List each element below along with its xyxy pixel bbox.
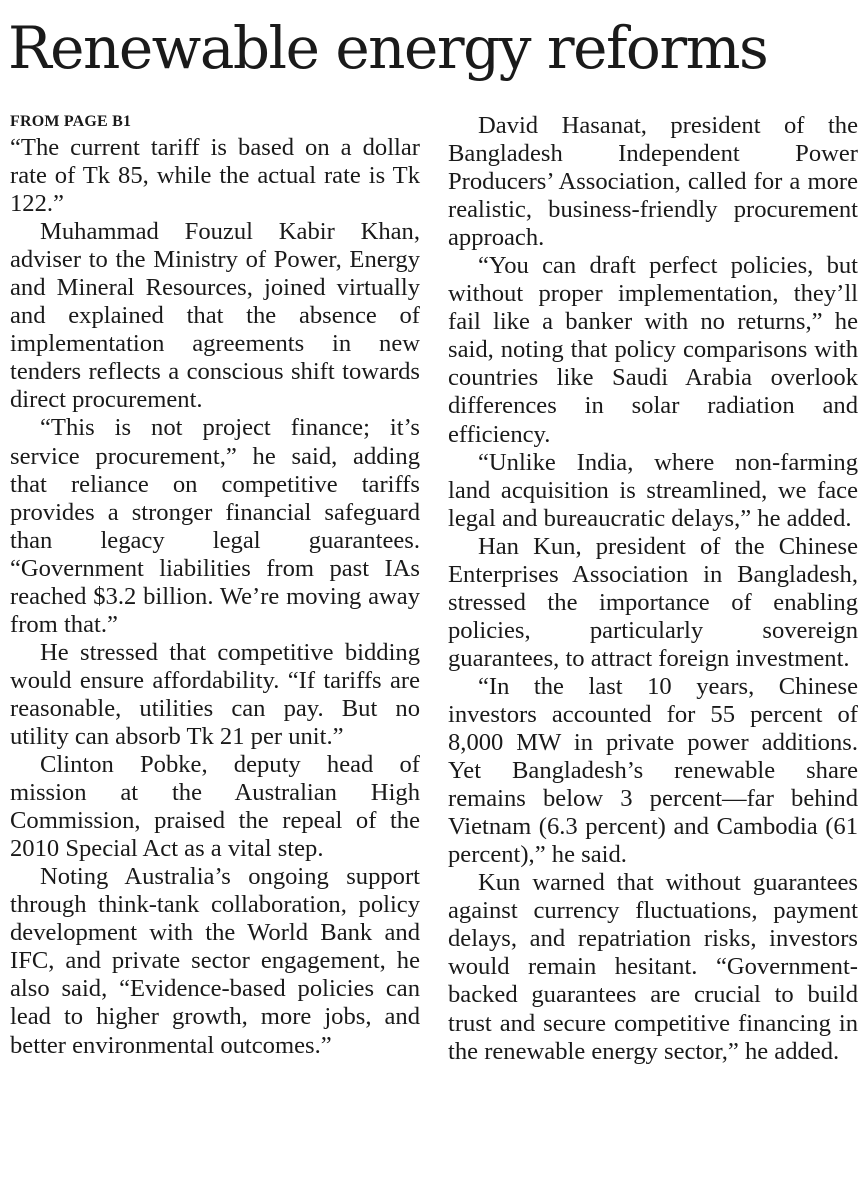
paragraph: “In the last 10 years, Chinese investors accounted for 55 percent of 8,000 MW in private power additions. Yet Bangladesh’s renewable share remains below 3 percent—far behind Vietnam (6.3 percent) and Cambodia (61 percent),” he said. bbox=[448, 672, 858, 869]
headline: Renewable energy reforms bbox=[8, 14, 768, 82]
paragraph: Clinton Pobke, deputy head of mission at the Australian High Commission, praised the repeal of the 2010 Special Act as a vital step. bbox=[10, 751, 420, 863]
paragraph: Kun warned that without guarantees against currency fluctuations, payment delays, and repatriation risks, investors would remain hesitant. “Government-backed guarantees are crucial to build trust and secure competitive financing in the renewable energy sector,” he added. bbox=[448, 869, 858, 1065]
paragraph: Han Kun, president of the Chinese Enterprises Association in Bangladesh, stressed the importance of enabling policies, particularly sovereign guarantees, to attract foreign investment. bbox=[448, 532, 858, 672]
paragraph: “You can draft perfect policies, but without proper implementation, they’ll fail like a banker with no returns,” he said, noting that policy comparisons with countries like Saudi Arabia overlook differences in solar radiation and efficiency. bbox=[448, 252, 858, 448]
article-column-left bbox=[10, 112, 420, 1060]
article-column-right bbox=[448, 112, 858, 1066]
continuation-kicker: FROM PAGE B1 bbox=[10, 113, 132, 130]
paragraph: David Hasanat, president of the Bangladesh Independent Power Producers’ Association, called for a more realistic, business-friendly procurement approach. bbox=[448, 112, 858, 252]
paragraph: He stressed that competitive bidding would ensure affordability. “If tariffs are reasonable, utilities can pay. But no utility can absorb Tk 21 per unit.” bbox=[10, 638, 420, 750]
paragraph: Muhammad Fouzul Kabir Khan, adviser to the Ministry of Power, Energy and Mineral Resources, joined virtually and explained that the absence of implementation agreements in new tenders reflects a conscious shift towards direct procurement. bbox=[10, 218, 420, 414]
paragraph: “Unlike India, where non-farming land acquisition is streamlined, we face legal and bureaucratic delays,” he added. bbox=[448, 448, 858, 532]
paragraph: Noting Australia’s ongoing support through think-tank collaboration, policy development with the World Bank and IFC, and private sector engagement, he also said, “Evidence-based policies can lead to higher growth, more jobs, and better environmental outcomes.” bbox=[10, 863, 420, 1059]
paragraph: “The current tariff is based on a dollar rate of Tk 85, while the actual rate is Tk 122.” bbox=[10, 134, 420, 218]
paragraph: “This is not project finance; it’s service procurement,” he said, adding that reliance on competitive tariffs provides a stronger financial safeguard than legacy legal guarantees. “Government liabilities from past IAs reached $3.2 billion. We’re moving away from that.” bbox=[10, 414, 420, 638]
